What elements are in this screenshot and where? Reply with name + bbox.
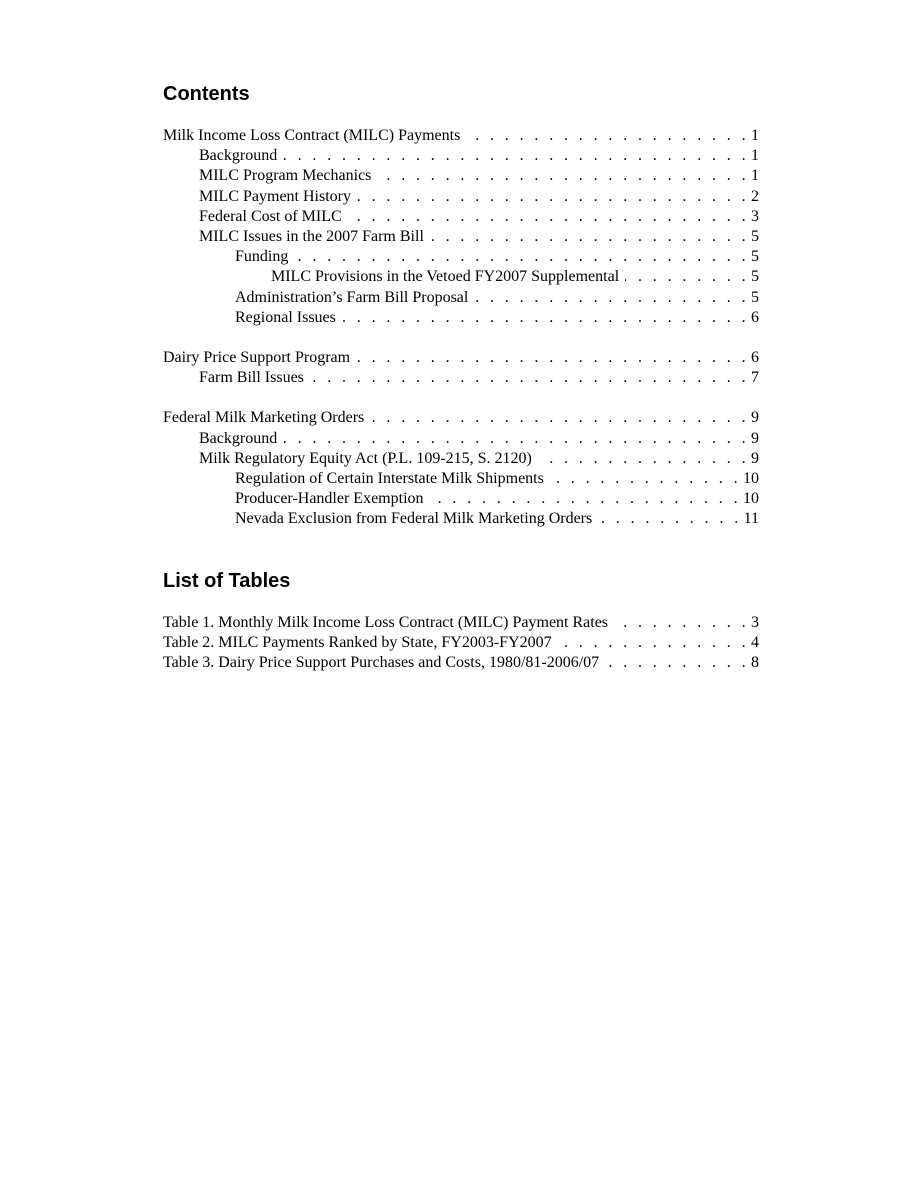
dot-leader: [614, 613, 749, 633]
toc-entry-title: Milk Income Loss Contract (MILC) Payments: [163, 127, 461, 144]
toc-section-group: [163, 408, 759, 529]
toc-entry-page-number: 8: [751, 654, 759, 672]
dot-leader: [357, 187, 749, 207]
dot-leader: [377, 166, 749, 186]
dot-leader: [356, 348, 749, 368]
toc-entry-title: Federal Milk Marketing Orders: [163, 409, 365, 427]
dot-leader: [538, 449, 749, 469]
toc-entry[interactable]: [163, 308, 759, 328]
toc-entry-title: MILC Issues in the 2007 Farm Bill: [199, 228, 424, 246]
dot-leader: [558, 633, 749, 653]
toc-entry-page-number: 5: [751, 268, 759, 286]
toc-entry-title: Background: [199, 147, 278, 165]
toc-page: [163, 80, 759, 673]
toc-entry[interactable]: [163, 166, 759, 186]
toc-entry-title: Regulation of Certain Interstate Milk Shipments: [235, 470, 544, 488]
dot-leader: [474, 288, 749, 308]
toc-entry-title: Dairy Price Support Program: [163, 349, 351, 367]
toc-entry-page-number: 10: [743, 470, 759, 488]
table-list-entry[interactable]: [163, 633, 759, 653]
toc-entry[interactable]: [163, 429, 759, 449]
toc-section-group: [163, 348, 759, 388]
dot-leader: [310, 368, 749, 388]
dot-leader: [342, 308, 749, 328]
toc-entry[interactable]: [163, 469, 759, 489]
dot-leader: [294, 247, 749, 267]
dot-leader: [430, 227, 749, 247]
dot-leader: [283, 146, 749, 166]
toc-entry[interactable]: [163, 247, 759, 267]
toc-entry[interactable]: [163, 449, 759, 469]
toc-entry-page-number: 5: [751, 228, 759, 246]
contents-heading: Contents: [163, 83, 250, 105]
toc-entry-title: Funding: [235, 248, 289, 266]
toc-entry[interactable]: [163, 126, 759, 146]
toc-entry-title: Federal Cost of MILC: [199, 207, 342, 225]
dot-leader: [348, 207, 749, 227]
toc-entry-title: Table 1. Monthly Milk Income Loss Contract (MILC) Payment Rates: [163, 613, 609, 631]
toc-entry-title: Table 2. MILC Payments Ranked by State, FY2003-FY2007: [163, 633, 552, 651]
toc-entry-page-number: 5: [751, 288, 759, 306]
toc-entry[interactable]: [163, 408, 759, 428]
toc-entry-page-number: 9: [751, 429, 759, 447]
toc-entry[interactable]: [163, 288, 759, 308]
dot-leader: [283, 429, 749, 449]
toc-entry-title: MILC Payment History: [199, 187, 351, 205]
toc-entry-page-number: 1: [751, 127, 759, 144]
toc-entry[interactable]: [163, 509, 759, 529]
toc-entry-page-number: 9: [751, 449, 759, 467]
toc-entry-page-number: 1: [751, 167, 759, 185]
table-list-entry[interactable]: [163, 653, 759, 673]
toc-entry-page-number: 6: [751, 349, 759, 367]
toc-entry-title: Administration’s Farm Bill Proposal: [235, 288, 469, 306]
toc-entry[interactable]: [163, 489, 759, 509]
toc-entry-page-number: 9: [751, 409, 759, 427]
toc-entry[interactable]: [163, 227, 759, 247]
toc-entry-page-number: 1: [751, 147, 759, 165]
dot-leader: [625, 267, 749, 287]
toc-entry-page-number: 11: [743, 510, 759, 528]
toc-entry-title: Table 3. Dairy Price Support Purchases and Costs, 1980/81-2006/07: [163, 654, 600, 672]
toc-entry[interactable]: [163, 187, 759, 207]
toc-entry-title: Producer-Handler Exemption: [235, 490, 424, 508]
toc-section-group: [163, 126, 759, 328]
table-list-entry[interactable]: [163, 613, 759, 633]
toc-entry-page-number: 2: [751, 187, 759, 205]
toc-entry-page-number: 3: [751, 613, 759, 631]
toc-entry-title: MILC Program Mechanics: [199, 167, 372, 185]
dot-leader: [466, 126, 749, 146]
dot-leader: [430, 489, 741, 509]
toc-entry-title: MILC Provisions in the Vetoed FY2007 Supplemental: [271, 268, 620, 286]
toc-entry-page-number: 5: [751, 248, 759, 266]
toc-entry[interactable]: [163, 348, 759, 368]
toc-entry-title: Farm Bill Issues: [199, 369, 304, 387]
toc-entry-title: Regional Issues: [235, 308, 336, 326]
dot-leader: [550, 469, 741, 489]
toc-entry-page-number: 7: [751, 369, 759, 387]
toc-entry[interactable]: [163, 207, 759, 227]
toc-entry-page-number: 4: [751, 633, 759, 651]
toc-entry-page-number: 6: [751, 308, 759, 326]
toc-entry[interactable]: [163, 368, 759, 388]
list-of-tables-list: [163, 613, 759, 674]
dot-leader: [598, 509, 741, 529]
toc-entry-title: Nevada Exclusion from Federal Milk Marketing Orders: [235, 510, 593, 528]
toc-entry-title: Milk Regulatory Equity Act (P.L. 109-215, S. 2120): [199, 449, 532, 467]
list-of-tables-heading: List of Tables: [163, 569, 291, 592]
toc-entry-page-number: 10: [743, 490, 759, 508]
dot-leader: [370, 408, 749, 428]
toc-entry[interactable]: [163, 267, 759, 287]
toc-entry-title: Background: [199, 429, 278, 447]
contents-list: [163, 126, 759, 530]
toc-entry-page-number: 3: [751, 207, 759, 225]
dot-leader: [605, 653, 749, 673]
toc-entry[interactable]: [163, 146, 759, 166]
